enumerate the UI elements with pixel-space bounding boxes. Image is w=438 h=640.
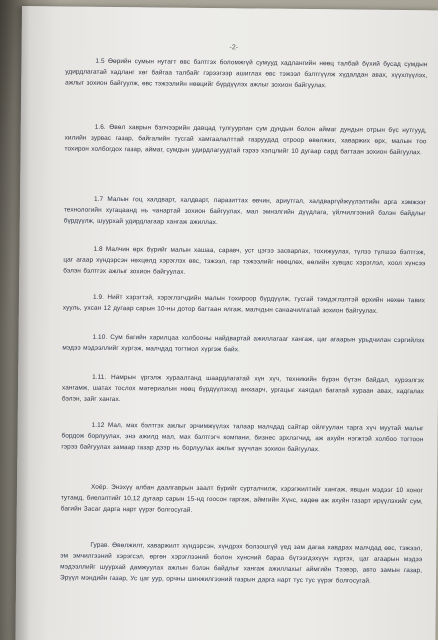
paragraph-1-6: 1.6. Өвөл хаврын бэлчээрийн давцад тулгуурлан сум дундын болон аймаг дундын отрын бүс нутгууд, хилийн зурвас газар, байгалийн тусгай хамгаалалттай газруудад отроор өвөлжих, хаваржих өрх, малын тоо тохирон холбогдох газар, аймаг, сумдын удирдлагуудтай гэрээ хэлцлийг 10 дугаар сард багтаан зохион байгуулах. xyxy=(64,124,427,157)
document-sheet xyxy=(15,6,438,640)
paragraph-two: Хоёр. Энэхүү албан даалгаврын заалт бүрийг сурталчилж, хэрэгжилтийг хангаж, явцын мэдээг 10 хоног тутамд, биелэлтийг 10,12 дугаар сарын 15-нд гоосон гаргаж, аймгийн Хүнс, хөдөө аж ахуйн газарт ирүүлэхийг сум, багийн Засаг дарга нарт үүрэг болгосугай. xyxy=(60,484,423,514)
paragraph-1-12: 1.12 Мал, мах бэлтгэх ажлыг эрчимжүүлэх талаар малчдад сайтар ойлгуулан тарга хүч муутай малыг бордож борлуулах, энэ ажилд мал, мах бэлтгэгч компани, бизнес эрхлэгчид, аж ахуйн нэгжтэй холбоо тогтоон гэрээ байгуулах замаар газар дээр нь борлуулах ажлыг зүүчлан зохион байгуулах. xyxy=(61,422,424,454)
page-number: -2- xyxy=(229,44,239,52)
paragraph-1-9: 1.9. Нийт хэрэгтэй, хэрэглэгчдийн малын тохироор бүрдүүлж, тусгай тэмдэглэлтэй өрхийн нөхөн тавих хууль, ухсан 12 дугаар сарын 10-ны дотор багтаан ялгаж, малчдын санаачилгатай зохион байгуулах. xyxy=(62,294,425,315)
paragraph-1-7: 1.7 Малын гоц халдварт, халдварт, паразиттах өвчин, ариутгал, халдваргүйжүүлэлтийн арга хэмжээг технологийн хугацаанд нь чанартай зохион байгуулах, мал эмнэлгийн дүүдлага, үйлчилгээний бэлэн байдлыг бүрдүүлж, шуурхай удирдлагаар хангаж ажиллах. xyxy=(63,196,426,227)
paragraph-1-5: 1.5 Өөрийн сумын нутагт өвс бэлтгэх боломжгүй сумууд хадлангийн нөөц талбай бүхий бусад сумдын удирдлагатай хадланг хөг байгаа талбайг гэрээгээр ашиглах өвс тэжээл бэлтгүүлж хүдалдан авах, хүүхлүүлэх, ажлыг зохион байгуулж, өвс тэжээлийн нөөцийг бүрдүүлэх ажлыг зохион байгуулах. xyxy=(65,58,428,90)
paragraph-1-11: 1.11. Намрын үргэлж хураалтанд шаардлагатай хүн хүч, техникийн бүрэн бүтэн байдал, хурээлгэх хангамж, шатах тослох материалын нөөц бүрдүүлэхэд анхаарч, ургацыг хаягдал багатай хураан авах, хадгалах бэлэн, зайг хангах. xyxy=(61,374,425,404)
paragraph-1-8: 1.8 Малчин өрх бүрийг малын хашаа, саравч, уст цэгээ засварлах, тохижуулах, түлээ түлшээ бэлтгэж, цаг агаар хүндэрсэн нөхцөлд хэрэглэх өвс, тэжээл, гар тэжээлийг нөөцлөх, өөлийн хувцас хэрэглэл, хоол хүнсээ бэлэн бэлтгэх ажлыг зохион байгуулах. xyxy=(63,246,426,276)
paragraph-1-10: 1.10. Сум багийн харилцаа холбооны найдвартай ажиллагааг хангаж, цаг агаарын урьдчилан сэргийлэх мэдээ мэдээллийг хүргэж, малчдад тогтмол хүргэж байх. xyxy=(62,334,425,354)
paragraph-three: Гурав. Өвөлжилт, хаваржилт хүндэрсэн, хүндрэх болзошгүй үед зам дагаа хавдрах малчдад өвс, тэжээл, эм эмчилгээний хэрэгсэл, өргөн хэрэглээний болон хүнсний бараа бүтээгдэхүүн хүргэх, цаг агаарын мэдээ мэдээллийг шуурхай дамжуулах ажлын бэлэн байдлыг хангаж ажиллахыг аймгийн Тээвэр, авто замын газар, Эрүүл мэндийн газар, Ус цаг уур, орчны шинжилгээний газрын дарга нарт тус тус үүрэг болгосугай. xyxy=(59,542,423,585)
